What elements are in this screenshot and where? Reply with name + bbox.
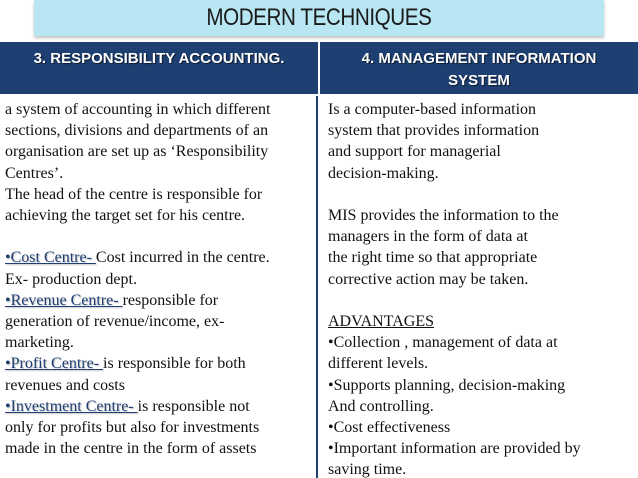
mis-para-line: corrective action may be taken. bbox=[328, 270, 529, 288]
investment-centre-term: •Investment Centre- bbox=[5, 397, 138, 415]
mis-para-line: the right time so that appropriate bbox=[328, 249, 538, 267]
cost-centre-term: •Cost Centre- bbox=[5, 249, 96, 267]
left-header-text: 3. RESPONSIBILITY ACCOUNTING. bbox=[33, 50, 285, 67]
responsibility-accounting-column bbox=[0, 96, 318, 478]
mis-para-line: MIS provides the information to the bbox=[328, 207, 559, 224]
spacer bbox=[328, 290, 634, 311]
mis-intro-line: system that provides information bbox=[328, 122, 540, 140]
advantage-line: different levels. bbox=[328, 355, 429, 373]
advantage-line: •Cost effectiveness bbox=[328, 419, 451, 437]
mis-para-line: managers in the form of data at bbox=[328, 228, 528, 246]
cost-centre-item bbox=[5, 247, 312, 268]
profit-centre-term: •Profit Centre- bbox=[5, 355, 104, 373]
intro-line: Centres’. bbox=[5, 164, 64, 182]
profit-centre-text: is responsible for both bbox=[103, 355, 246, 373]
intro-line: organisation are set up as ‘Responsibility bbox=[5, 143, 269, 161]
spacer bbox=[328, 184, 634, 205]
profit-centre-text-line: revenues and costs bbox=[5, 376, 125, 394]
intro-line: a system of accounting in which different bbox=[5, 101, 271, 118]
investment-centre-text: is responsible not bbox=[137, 397, 250, 415]
advantage-line: •Important information are provided by bbox=[328, 440, 581, 458]
investment-centre-item bbox=[5, 396, 312, 417]
mis-intro-line: Is a computer-based information bbox=[328, 101, 537, 118]
intro-line: The head of the centre is responsible for bbox=[5, 185, 263, 203]
title-banner bbox=[34, 0, 604, 36]
page-title: MODERN TECHNIQUES bbox=[206, 4, 432, 31]
advantage-line: saving time. bbox=[328, 461, 407, 478]
revenue-centre-text: responsible for bbox=[122, 291, 219, 309]
advantage-line: And controlling. bbox=[328, 397, 434, 415]
advantage-line: •Supports planning, decision-making bbox=[328, 376, 566, 394]
intro-line: sections, divisions and departments of an bbox=[5, 122, 269, 140]
right-column-header bbox=[320, 42, 638, 94]
cost-centre-text: Cost incurred in the centre. bbox=[95, 249, 270, 267]
left-column-header bbox=[0, 42, 318, 94]
spacer bbox=[5, 226, 312, 247]
profit-centre-item bbox=[5, 353, 312, 374]
mis-intro-line: and support for managerial bbox=[328, 143, 501, 161]
mis-intro-line: decision-making. bbox=[328, 164, 439, 182]
investment-centre-text-line: only for profits but also for investments bbox=[5, 419, 260, 437]
advantage-line: •Collection , management of data at bbox=[328, 334, 558, 352]
mis-column bbox=[320, 96, 638, 478]
cost-centre-example: Ex- production dept. bbox=[5, 270, 137, 288]
investment-centre-text-line: made in the centre in the form of assets bbox=[5, 440, 257, 458]
revenue-centre-text-line: generation of revenue/income, ex- bbox=[5, 313, 225, 331]
right-header-line2: SYSTEM bbox=[448, 72, 510, 89]
intro-line: achieving the target set for his centre. bbox=[5, 207, 246, 225]
revenue-centre-term: •Revenue Centre- bbox=[5, 291, 123, 309]
right-header-line1: 4. MANAGEMENT INFORMATION bbox=[361, 50, 597, 67]
revenue-centre-text-line: marketing. bbox=[5, 334, 74, 352]
revenue-centre-item bbox=[5, 290, 312, 311]
advantages-heading: ADVANTAGES bbox=[328, 313, 434, 330]
